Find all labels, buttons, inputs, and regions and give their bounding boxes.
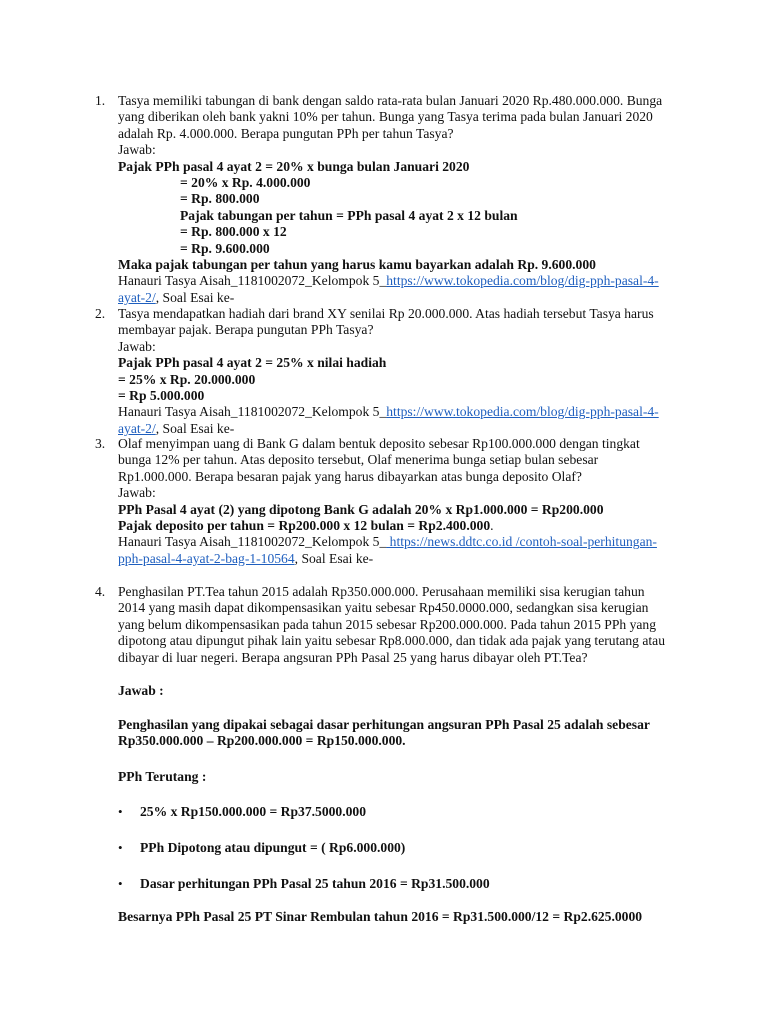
question-text-line: yang diberikan oleh bank yakni 10% per tahun. Bunga yang Tasya terima pada bulan Januari 2020	[118, 109, 653, 125]
source-line	[118, 404, 688, 420]
question-number: 2.	[95, 306, 106, 321]
answer-line: Penghasilan yang dipakai sebagai dasar perhitungan angsuran PPh Pasal 25 adalah sebesar	[118, 717, 650, 732]
bullet-icon: •	[118, 804, 123, 819]
source-link[interactable]: https://news.ddtc.co.id /contoh-soal-perhitungan-	[386, 534, 657, 550]
answer-label: Jawab:	[118, 142, 156, 158]
bullet-text: 25% x Rp150.000.000 = Rp37.5000.000	[140, 804, 367, 819]
source-link[interactable]: ayat-2/	[118, 289, 156, 305]
question-text-line: Olaf menyimpan uang di Bank G dalam bentuk deposito sebesar Rp100.000.000 dengan tingkat	[118, 436, 640, 451]
answer-line: = Rp. 9.600.000	[180, 240, 270, 256]
answer-line-text: Pajak deposito per tahun = Rp200.000 x 12 bulan = Rp2.400.000	[118, 518, 491, 534]
source-link[interactable]: ayat-2/	[118, 420, 156, 436]
source-author: Hanauri Tasya Aisah_1181002072_Kelompok 5_	[118, 534, 387, 550]
pph-terutang-heading: PPh Terutang :	[118, 769, 207, 784]
final-answer: Besarnya PPh Pasal 25 PT Sinar Rembulan tahun 2016 = Rp31.500.000/12 = Rp2.625.0000	[118, 909, 643, 924]
question-text-line: 2014 yang masih dapat dikompensasikan yaitu sebesar Rp450.0000.000, sedangkan sisa kerugian	[118, 600, 649, 616]
question-text-line: dipotong atau dipungut pihak lain yaitu sebesar Rp8.000.000, dan tidak ada pajak yang terutang atau	[118, 633, 666, 649]
bullet-icon: •	[118, 840, 123, 855]
source-author: Hanauri Tasya Aisah_1181002072_Kelompok 5_	[118, 404, 387, 420]
question-body	[118, 436, 688, 567]
answer-line: = Rp 5.000.000	[118, 388, 205, 404]
source-line	[118, 421, 688, 437]
question-body	[118, 584, 688, 666]
answer-line	[118, 518, 688, 534]
question-text-line: Tasya mendapatkan hadiah dari brand XY senilai Rp 20.000.000. Atas hadiah tersebut Tasya harus	[118, 306, 654, 321]
source-suffix: , Soal Esai ke-	[155, 289, 235, 305]
source-line	[118, 273, 688, 289]
question-text-line: membayar pajak. Berapa pungutan PPh Tasya?	[118, 322, 374, 338]
question-text-line: Penghasilan PT.Tea tahun 2015 adalah Rp350.000.000. Perusahaan memiliki sisa kerugian tahun	[118, 584, 645, 599]
question-text-line: dibayar di luar negeri. Berapa angsuran PPh Pasal 25 yang harus dibayar oleh PT.Tea?	[118, 649, 588, 665]
answer-line: Pajak PPh pasal 4 ayat 2 = 25% x nilai hadiah	[118, 355, 387, 371]
answer-line: = 25% x Rp. 20.000.000	[118, 371, 256, 387]
answer-label: Jawab:	[118, 338, 156, 354]
source-link[interactable]: https://www.tokopedia.com/blog/dig-pph-pasal-4-	[386, 404, 659, 420]
source-line	[118, 534, 688, 550]
question-number: 4.	[95, 584, 106, 599]
answer-label: Jawab :	[118, 683, 164, 698]
answer-basis-text	[118, 717, 688, 750]
answer-conclusion: Maka pajak tabungan per tahun yang harus kamu bayarkan adalah Rp. 9.600.000	[118, 257, 596, 273]
question-text-line: yang belum dikompensasikan pada tahun 2015 sebesar Rp200.000.000. Pada tahun 2015 PPh yang	[118, 616, 657, 632]
answer-line: Rp350.000.000 – Rp200.000.000 = Rp150.000.000.	[118, 733, 406, 749]
answer-line: Pajak PPh pasal 4 ayat 2 = 20% x bunga bulan Januari 2020	[118, 158, 470, 174]
bullet-icon: •	[118, 876, 123, 891]
bullet-text: PPh Dipotong atau dipungut = ( Rp6.000.000)	[140, 840, 406, 855]
answer-label: Jawab:	[118, 485, 156, 501]
question-body	[118, 306, 688, 437]
answer-line: PPh Pasal 4 ayat (2) yang dipotong Bank G adalah 20% x Rp1.000.000 = Rp200.000	[118, 501, 604, 517]
question-text-line: Tasya memiliki tabungan di bank dengan saldo rata-rata bulan Januari 2020 Rp.480.000.000. Bunga	[118, 93, 663, 108]
source-link[interactable]: https://www.tokopedia.com/blog/dig-pph-pasal-4-	[386, 273, 659, 289]
source-suffix: , Soal Esai ke-	[155, 420, 235, 436]
answer-line: = Rp. 800.000	[180, 191, 260, 207]
answer-line: Pajak tabungan per tahun = PPh pasal 4 ayat 2 x 12 bulan	[180, 207, 518, 223]
answer-line: = Rp. 800.000 x 12	[180, 224, 287, 240]
question-text-line: adalah Rp. 4.000.000. Berapa pungutan PPh per tahun Tasya?	[118, 125, 454, 141]
source-line	[118, 551, 688, 567]
source-link[interactable]: pph-pasal-4-ayat-2-bag-1-10564	[118, 550, 295, 566]
question-number: 1.	[95, 93, 106, 108]
question-body	[118, 93, 688, 306]
question-text-line: Rp1.000.000. Berapa besaran pajak yang harus dibayarkan atas bunga deposito Olaf?	[118, 468, 582, 484]
answer-line: = 20% x Rp. 4.000.000	[180, 175, 311, 191]
question-text-line: bunga 12% per tahun. Atas deposito tersebut, Olaf menerima bunga setiap bulan sebesar	[118, 452, 599, 468]
source-author: Hanauri Tasya Aisah_1181002072_Kelompok 5_	[118, 273, 387, 289]
source-line	[118, 290, 688, 306]
question-number: 3.	[95, 436, 106, 451]
answer-line-end: .	[490, 518, 494, 534]
source-suffix: , Soal Esai ke-	[294, 550, 374, 566]
bullet-text: Dasar perhitungan PPh Pasal 25 tahun 2016 = Rp31.500.000	[140, 876, 490, 891]
